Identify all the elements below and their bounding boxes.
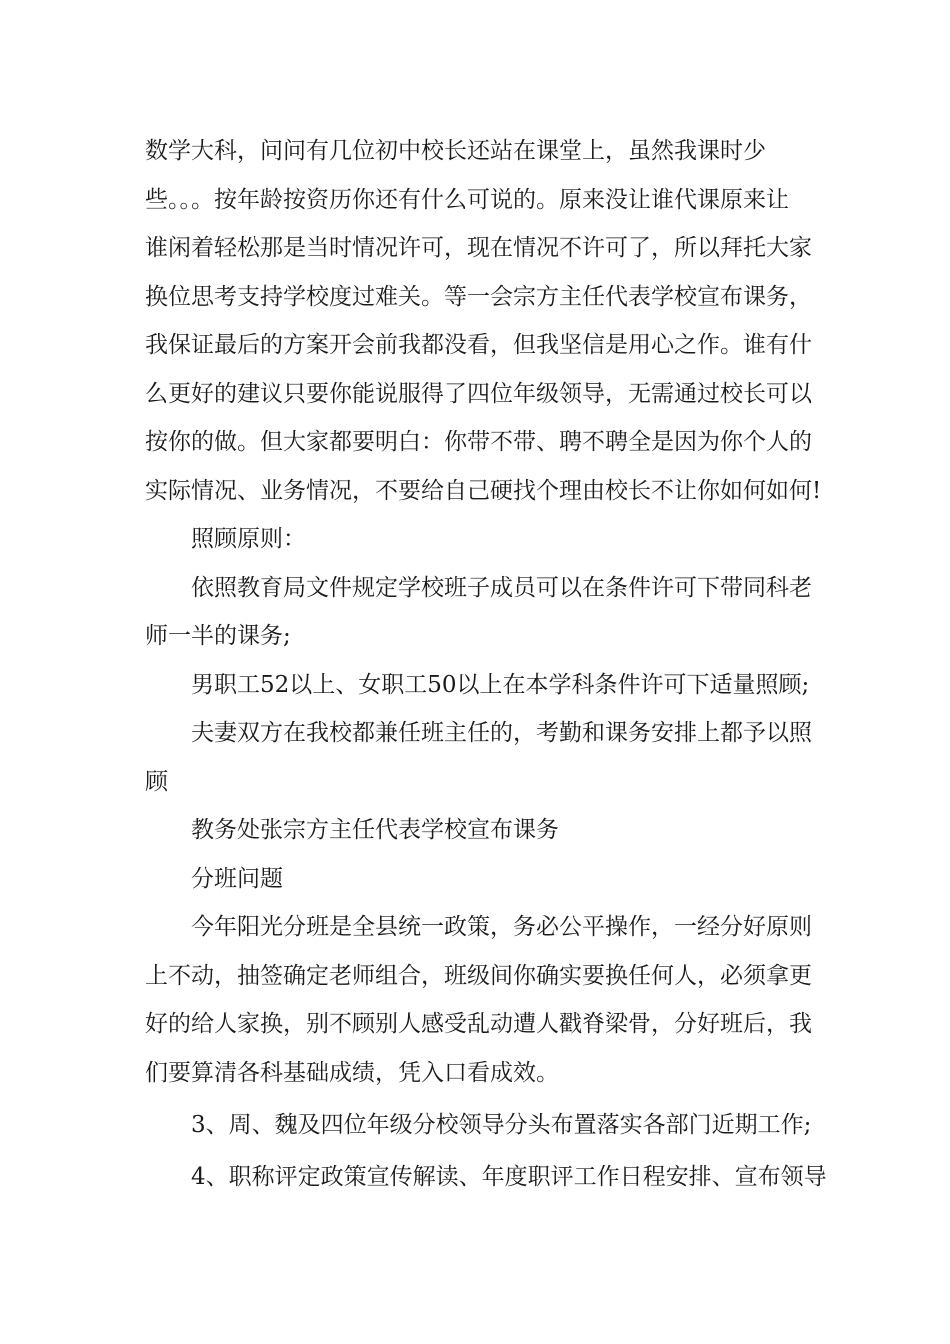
text-line: 数学大科，问问有几位初中校长还站在课堂上，虽然我课时少 (145, 138, 766, 164)
text-line: 换位思考支持学校度过难关。等一会宗方主任代表学校宣布课务， (145, 283, 812, 310)
text-line: 我保证最后的方案开会前我都没看，但我坚信是用心之作。谁有什 (145, 332, 812, 358)
section-heading-class-division: 分班问题 (191, 865, 283, 892)
text-line: 依照教育局文件规定学校班子成员可以在条件许可下带同科老 (191, 574, 812, 601)
text-line: 上不动，抽签确定老师组合，班级间你确实要换任何人，必须拿更 (145, 962, 812, 989)
text-line: 按你的做。但大家都要明白：你带不带、聘不聘全是因为你个人的 (145, 429, 812, 455)
list-item-3: 3、周、魏及四位年级分校领导分头布置落实各部门近期工作; (191, 1111, 812, 1138)
list-item-4: 4、职称评定政策宣传解读、年度职评工作日程安排、宣布领导 (191, 1164, 827, 1191)
text-line: 师一半的课务; (145, 623, 291, 649)
text-line: 教务处张宗方主任代表学校宣布课务 (191, 817, 559, 843)
text-line: 夫妻双方在我校都兼任班主任的，考勤和课务安排上都予以照 (191, 720, 812, 746)
document-body (145, 127, 827, 1202)
text-line: 今年阳光分班是全县统一政策，务必公平操作，一经分好原则 (191, 914, 812, 940)
text-line: 实际情况、业务情况，不要给自己硬找个理由校长不让你如何如何! (145, 477, 822, 504)
text-line: 好的给人家换，别不顾别人感受乱动遭人戳脊梁骨，分好班后，我 (145, 1011, 812, 1037)
text-line: 男职工52以上、女职工50以上在本学科条件许可下适量照顾; (191, 671, 810, 698)
text-line: 们要算清各科基础成绩，凭入口看成效。 (145, 1059, 559, 1086)
section-heading-care-principles: 照顾原则： (191, 526, 306, 552)
text-line: 些。。。按年龄按资历你还有什么可说的。原来没让谁代课原来让 (145, 186, 789, 213)
text-line: 么更好的建议只要你能说服得了四位年级领导，无需通过校长可以 (145, 380, 812, 407)
text-line: 顾 (145, 768, 168, 795)
text-line: 谁闲着轻松那是当时情况许可，现在情况不许可了，所以拜托大家 (145, 235, 812, 261)
